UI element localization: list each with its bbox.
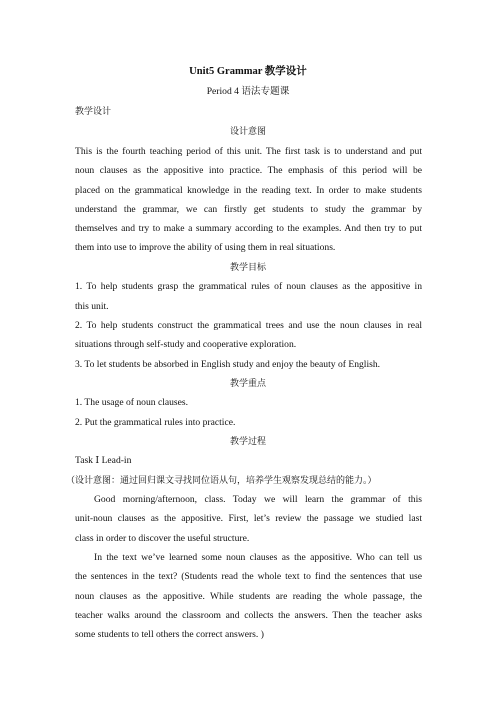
paragraph-line: the sentences in the text? (Students read the whole text to find the sentences that use xyxy=(75,571,422,582)
document-title: Unit5 Grammar 教学设计 xyxy=(189,66,307,77)
intent-line: understand the grammar, we can firstly get students to study the grammar by xyxy=(75,204,422,215)
goal-line: 1. To help students grasp the grammatical rules of noun clauses as the appositive in xyxy=(75,281,422,292)
intent-line: themselves and try to make a summary according to the examples. And then try to put xyxy=(75,223,422,234)
paragraph-line: In the text we’ve learned some noun clauses as the appositive. Who can tell us xyxy=(94,552,422,563)
goal-line: situations through self-study and cooperative exploration. xyxy=(75,339,297,350)
goal-line: this unit. xyxy=(75,301,109,312)
paragraph-line: noun clauses as the appositive. While students are reading the whole passage, the xyxy=(75,591,422,602)
section-heading-goals: 教学目标 xyxy=(229,263,266,273)
goal-line: 3. To let students be absorbed in English study and enjoy the beauty of English. xyxy=(75,359,381,370)
focus-line: 2. Put the grammatical rules into practice. xyxy=(75,417,236,428)
paragraph-line: teacher walks around the classroom and collects the answers. Then the teacher asks xyxy=(75,610,422,621)
goal-line: 2. To help students construct the grammatical trees and use the noun clauses in real xyxy=(75,320,422,331)
focus-line: 1. The usage of noun clauses. xyxy=(75,397,189,408)
paragraph-line: Good morning/afternoon, class. Today we will learn the grammar of this xyxy=(94,494,422,505)
paragraph-line: class in order to discover the useful structure. xyxy=(75,533,250,544)
intent-line: them into use to improve the ability of using them in real situations. xyxy=(75,242,336,253)
intent-line: placed on the grammatical knowledge in the reading text. In order to make students xyxy=(75,185,422,196)
intent-line: This is the fourth teaching period of this unit. The first task is to understand and put xyxy=(75,146,422,157)
section-heading-intent: 设计意图 xyxy=(229,127,266,137)
task1-title: Task Ⅰ Lead-in xyxy=(75,455,132,466)
heading-design: 教学设计 xyxy=(75,107,112,117)
intent-line: noun clauses as the appositive into practice. The emphasis of this period will be xyxy=(75,165,422,176)
task1-note: （设计意图：通过回归课文寻找同位语从句，培养学生观察发现总结的能力。） xyxy=(66,476,377,486)
paragraph-line: unit-noun clauses as the appositive. First, let’s review the passage we studied last xyxy=(75,513,422,524)
document-subtitle: Period 4 语法专题课 xyxy=(206,86,290,97)
section-heading-focus: 教学重点 xyxy=(229,379,266,389)
paragraph-line: some students to tell others the correct answers. ) xyxy=(75,629,264,640)
section-heading-process: 教学过程 xyxy=(229,437,266,447)
